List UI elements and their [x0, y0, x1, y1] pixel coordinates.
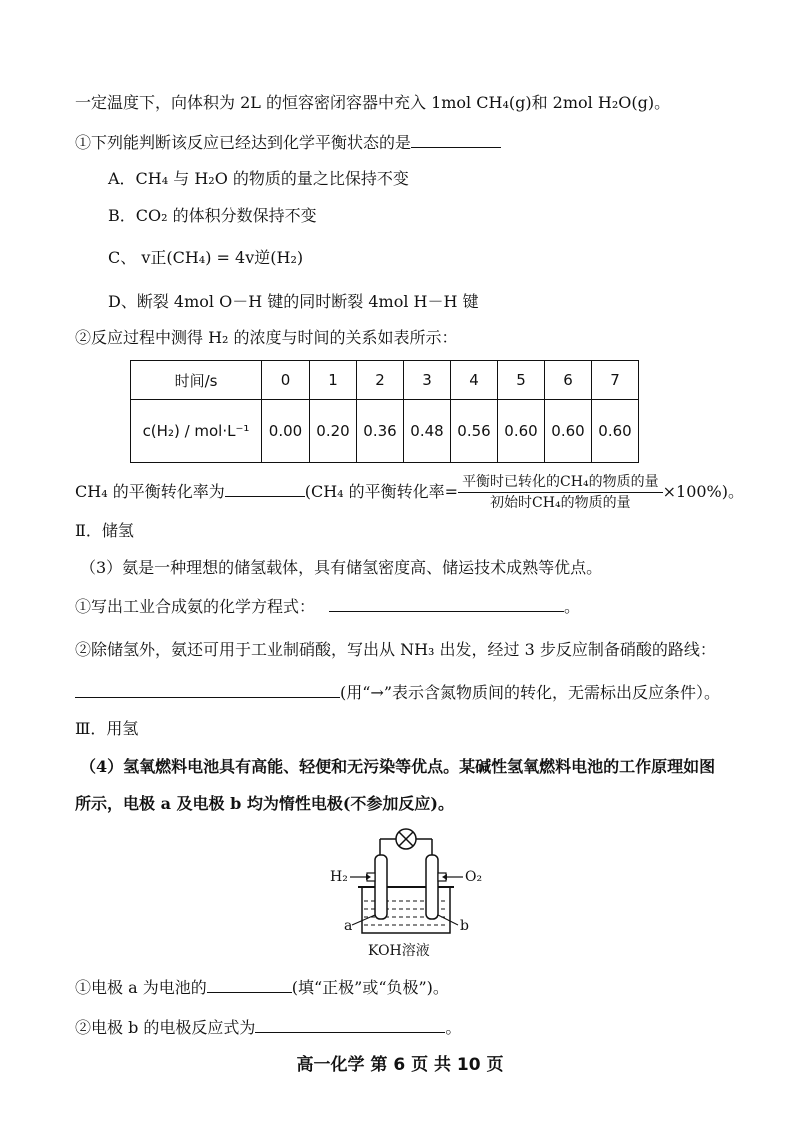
table-cell-time: 5 — [498, 361, 545, 400]
h2-concentration-table — [130, 360, 639, 463]
q3-sub2: ②除储氢外，氨还可用于工业制硝酸，写出从 NH₃ 出发，经过 3 步反应制备硝酸的路线： — [75, 640, 716, 659]
q1-option-c: C、 v正(CH₄) = 4v逆(H₂) — [108, 248, 304, 267]
q1-answer-blank[interactable] — [411, 131, 501, 148]
q2-prompt: ②反应过程中测得 H₂ 的浓度与时间的关系如表所示： — [75, 328, 458, 347]
q1-option-a: A．CH₄ 与 H₂O 的物质的量之比保持不变 — [108, 169, 409, 188]
table-cell-concentration: 0.48 — [404, 400, 451, 463]
table-cell-concentration: 0.36 — [357, 400, 404, 463]
conversion-answer-blank[interactable] — [225, 480, 305, 497]
conversion-fraction: $\frac{\text{平衡时已转化的CH₄的物质的量}}{\text{初始时CH₄的物质的量}}$ — [458, 472, 663, 513]
q4-intro-line1: （4）氢氧燃料电池具有高能、轻便和无污染等优点。某碱性氢氧燃料电池的工作原理如图 — [80, 757, 716, 776]
electrode-a-label: a — [344, 918, 353, 934]
table-cell-time: 6 — [545, 361, 592, 400]
table-cell-concentration: 0.56 — [451, 400, 498, 463]
q1-option-d: D、断裂 4mol O－H 键的同时断裂 4mol H－H 键 — [108, 292, 479, 311]
table-cell-time: 4 — [451, 361, 498, 400]
section-ii-heading: Ⅱ．储氢 — [75, 521, 134, 540]
table-cell-time: 7 — [592, 361, 639, 400]
table-cell-time: 1 — [310, 361, 357, 400]
q3-sub2-tail: (用“→”表示含氮物质间的转化，无需标出反应条件）。 — [75, 681, 720, 704]
electrode-b-label: b — [460, 918, 469, 934]
table-cell-concentration: 0.60 — [498, 400, 545, 463]
table-cell-time: 3 — [404, 361, 451, 400]
q4-sub2: ②电极 b 的电极反应式为 。 — [75, 1018, 462, 1037]
q3-sub2-answer-blank[interactable] — [75, 681, 340, 698]
table-cell-concentration: 0.20 — [310, 400, 357, 463]
table-cell-time: 2 — [357, 361, 404, 400]
table-header-time: 时间/s — [131, 361, 262, 400]
electrode-b — [426, 855, 438, 919]
q3-intro: （3）氨是一种理想的储氢载体，具有储氢密度高、储运技术成熟等优点。 — [80, 558, 603, 577]
q3-sub1: ①写出工业合成氨的化学方程式： 。 — [75, 597, 581, 616]
table-cell-concentration: 0.00 — [262, 400, 310, 463]
table-header-concentration: c(H₂) / mol·L⁻¹ — [131, 400, 262, 463]
conversion-line: CH₄ 的平衡转化率为 (CH₄ 的平衡转化率= $\frac{\text{平衡时已转化的CH₄的物质的量}}{\text{初始时CH₄的物质的量}}$ ×100%)。 — [75, 474, 745, 511]
section-iii-heading: Ⅲ．用氢 — [75, 719, 139, 738]
q4-sub1-answer-blank[interactable] — [207, 976, 292, 993]
intro-text: 一定温度下，向体积为 2L 的恒容密闭容器中充入 1mol CH₄(g)和 2mol H₂O(g)。 — [75, 93, 671, 112]
q4-sub1: ①电极 a 为电池的 (填“正极”或“负极”)。 — [75, 978, 449, 997]
table-cell-concentration: 0.60 — [592, 400, 639, 463]
q3-sub1-answer-blank[interactable] — [329, 595, 564, 612]
q4-intro-line2: 所示，电极 a 及电极 b 均为惰性电极(不参加反应)。 — [75, 794, 454, 813]
table-cell-time: 0 — [262, 361, 310, 400]
q1-option-b: B．CO₂ 的体积分数保持不变 — [108, 206, 317, 225]
electrode-a — [375, 855, 387, 919]
koh-solution-label: KOH溶液 — [368, 943, 430, 959]
page-footer: 高一化学 第 6 页 共 10 页 — [296, 1055, 504, 1075]
table-cell-concentration: 0.60 — [545, 400, 592, 463]
o2-label: O₂ — [465, 869, 483, 885]
q4-sub2-answer-blank[interactable] — [255, 1016, 445, 1033]
h2-label: H₂ — [330, 869, 348, 885]
q1-prompt: ①下列能判断该反应已经达到化学平衡状态的是 — [75, 131, 501, 154]
